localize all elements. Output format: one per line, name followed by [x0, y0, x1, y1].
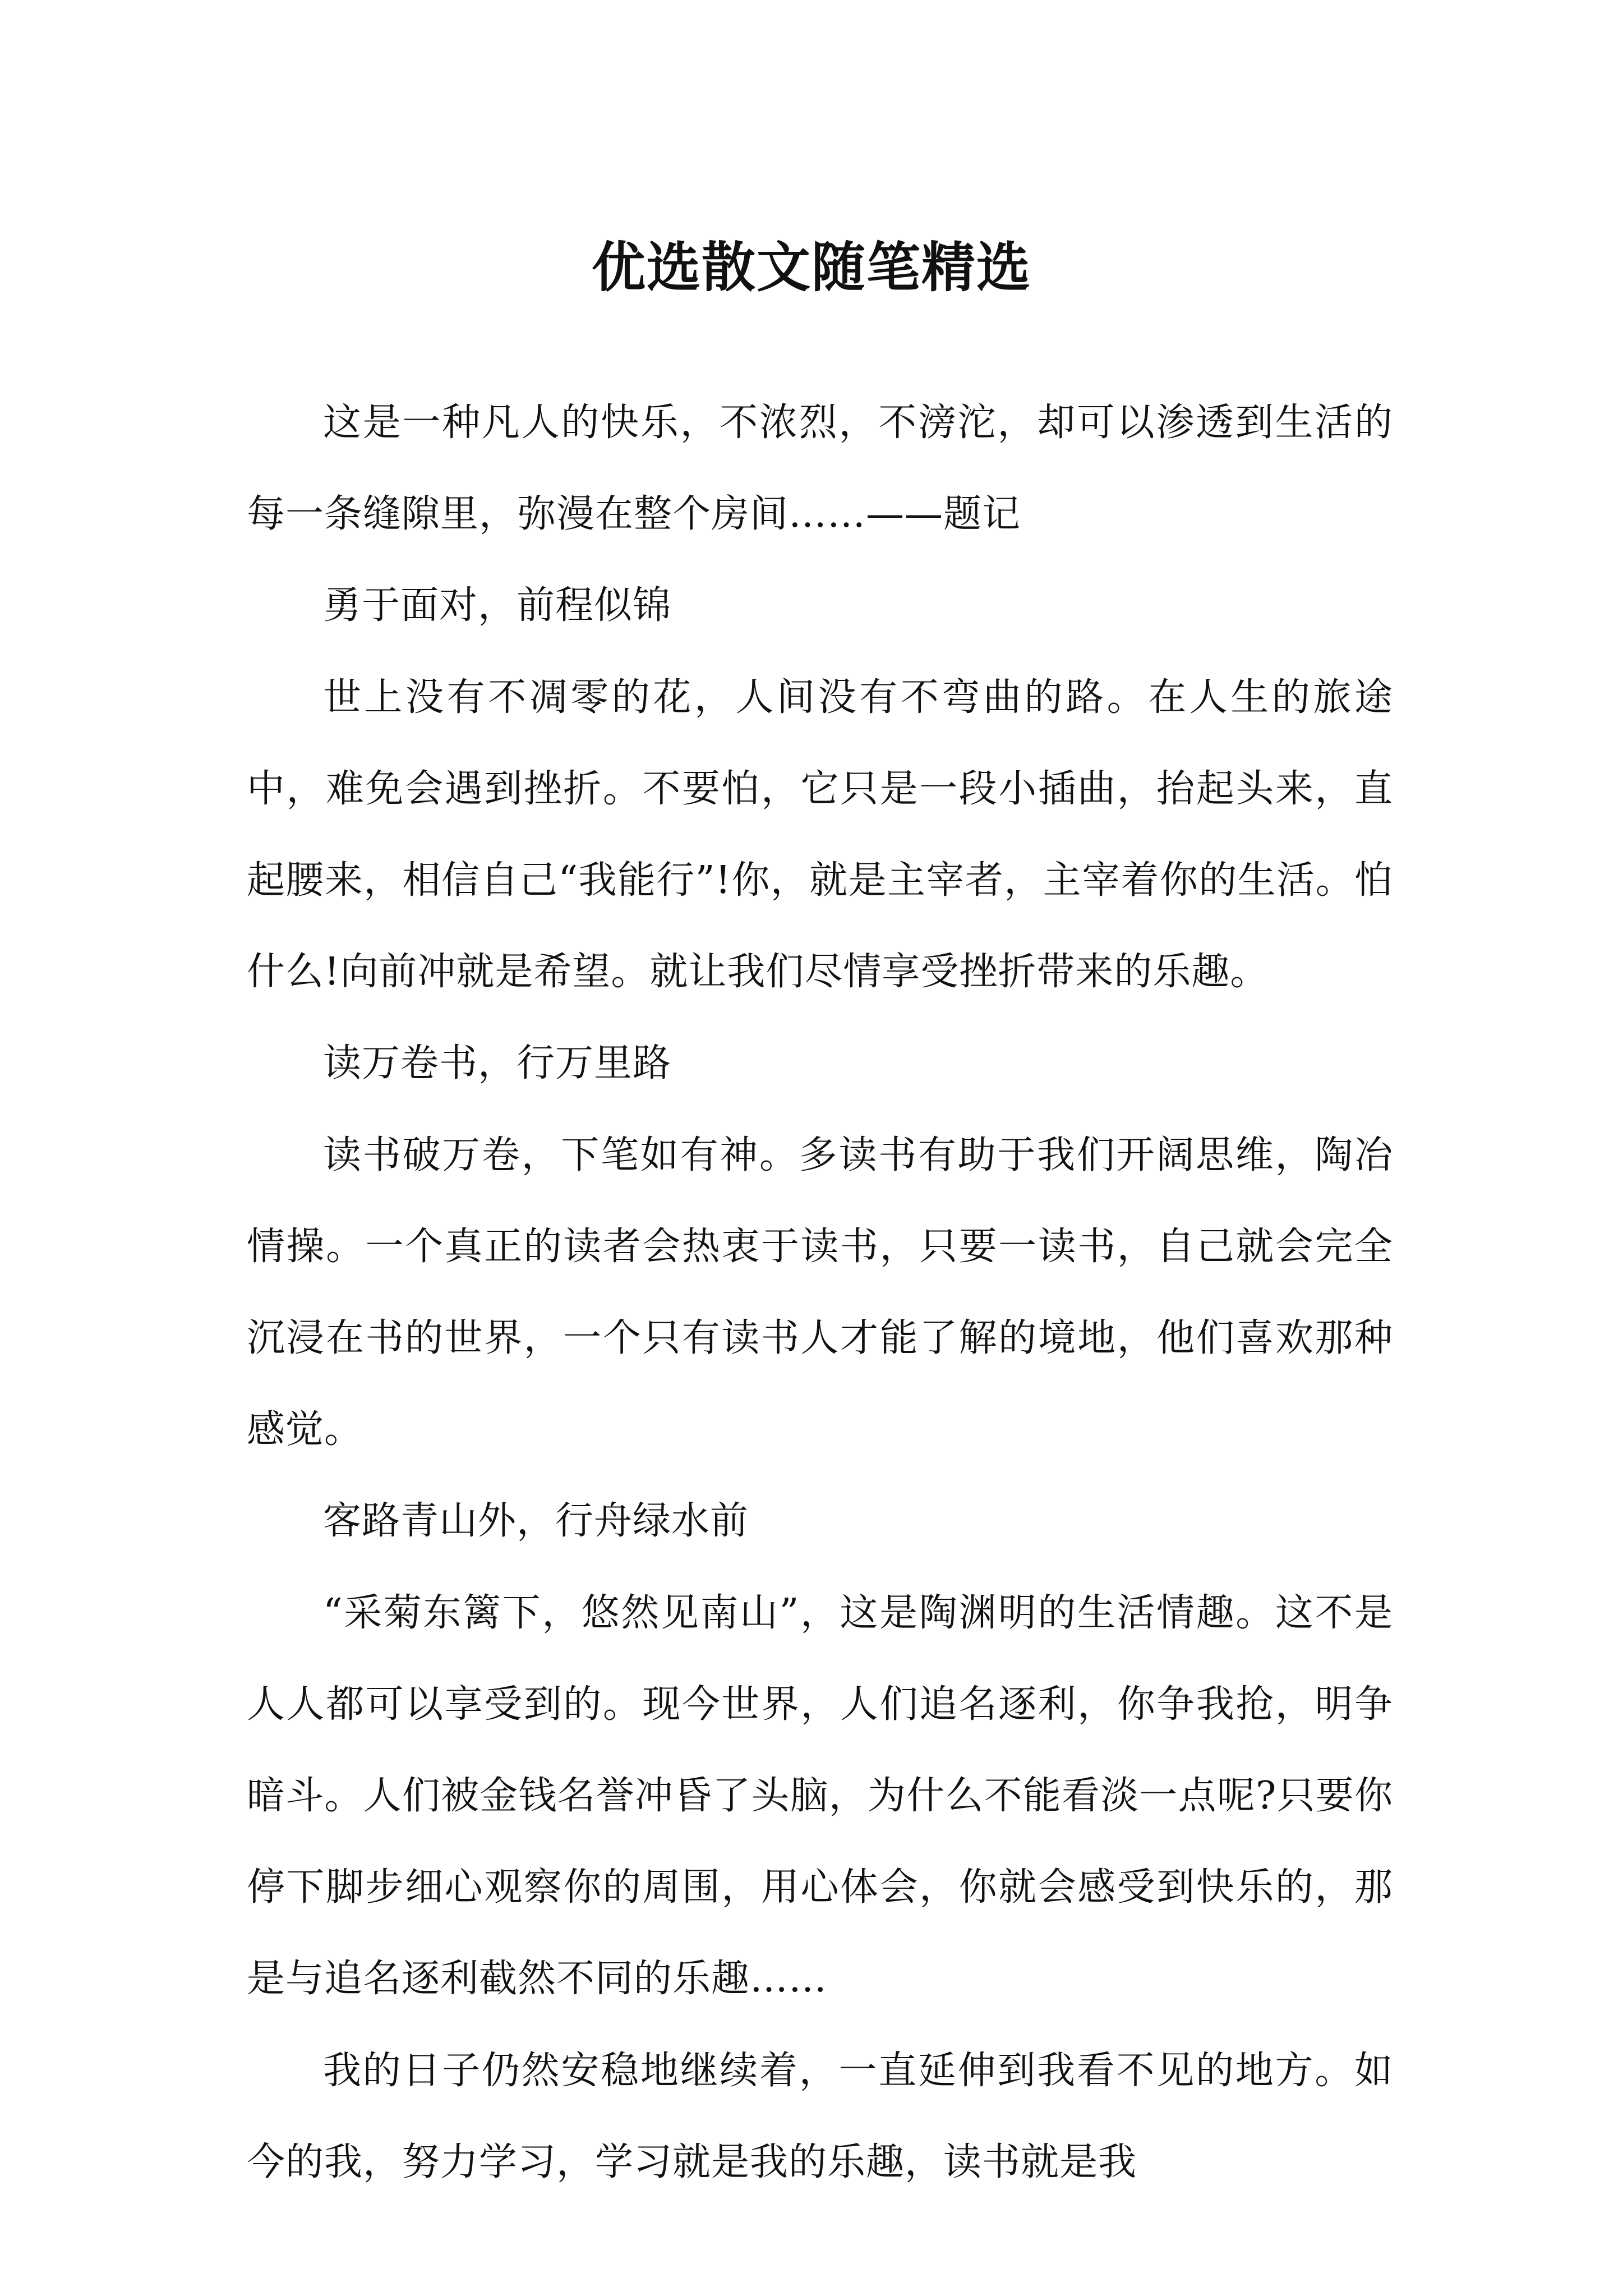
- section-heading: 读万卷书，行万里路: [323, 1041, 672, 1086]
- body-paragraph: 世上没有不凋零的花，人间没有不弯曲的路。在人生的旅途中，难免会遇到挫折。不要怕，它只是一段小插曲，抬起头来，直起腰来，相信自己“我能行”!你，就是主宰者，主宰着你的生活。怕什么!向前冲就是希望。就让我们尽情享受挫折带来的乐趣。: [247, 675, 1393, 995]
- document-body: [247, 377, 1393, 2208]
- epigraph-paragraph: 这是一种凡人的快乐，不浓烈，不滂沱，却可以渗透到生活的每一条缝隙里，弥漫在整个房间……——题记: [247, 401, 1393, 537]
- body-paragraph: 读书破万卷，下笔如有神。多读书有助于我们开阔思维，陶冶情操。一个真正的读者会热衷于读书，只要一读书，自己就会完全沉浸在书的世界，一个只有读书人才能了解的境地，他们喜欢那种感觉。: [247, 1133, 1393, 1452]
- body-paragraph: 我的日子仍然安稳地继续着，一直延伸到我看不见的地方。如今的我，努力学习，学习就是我的乐趣，读书就是我: [247, 2048, 1393, 2184]
- body-paragraph: “采菊东篱下，悠然见南山”，这是陶渊明的生活情趣。这不是人人都可以享受到的。现今世界，人们追名逐利，你争我抢，明争暗斗。人们被金钱名誉冲昏了头脑，为什么不能看淡一点呢?只要你停下脚步细心观察你的周围，用心体会，你就会感受到快乐的，那是与追名逐利截然不同的乐趣……: [247, 1590, 1393, 2001]
- section-heading: 勇于面对，前程似锦: [323, 583, 672, 628]
- document-title: 优选散文随笔精选: [592, 236, 1031, 300]
- section-heading: 客路青山外，行舟绿水前: [323, 1499, 749, 1544]
